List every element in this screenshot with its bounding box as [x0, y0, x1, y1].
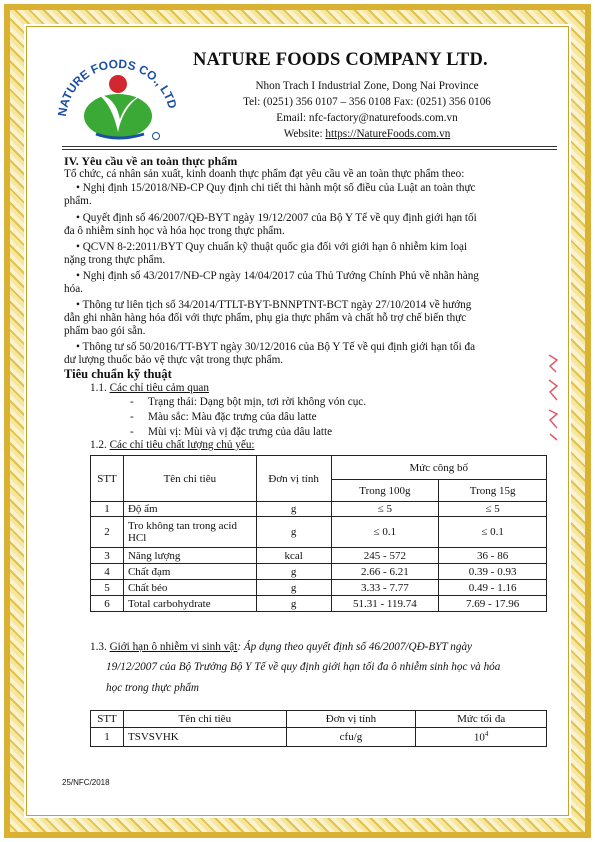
sensory-item-text: Mùi vị: Mùi và vị đặc trưng của dâu latte	[148, 426, 333, 438]
cell-name: Độ ẩm	[123, 502, 256, 517]
sensory-item-text: Trạng thái: Dạng bột mịn, tơi rời không vón cục.	[148, 396, 367, 408]
cell-15g: ≤ 0.1	[439, 517, 547, 548]
list-item-cont: đa ô nhiễm sinh học và hóa học trong thực phẩm.	[64, 225, 285, 237]
list-item-cont: phẩm.	[64, 195, 92, 207]
cell-stt: 1	[91, 728, 124, 747]
cell-unit: cfu/g	[286, 728, 416, 747]
company-email: Email: nfc-factory@naturefoods.com.vn	[276, 112, 458, 124]
list-item-cont: phẩm bao gói sẵn.	[64, 325, 146, 337]
subsection-number: 1.3.	[90, 641, 110, 653]
cell-stt: 4	[91, 564, 124, 580]
cell-unit: g	[256, 580, 331, 596]
table-header-level: Mức công bố	[331, 456, 546, 480]
list-item-cont: hóa.	[64, 283, 83, 295]
table-header-15g: Trong 15g	[439, 480, 547, 502]
table-header-unit: Đơn vị tính	[256, 456, 331, 502]
subsection-desc-cont: học trong thực phẩm	[106, 682, 200, 694]
website-link[interactable]: https://NatureFoods.com.vn	[325, 128, 451, 140]
sensory-item-text: Màu sắc: Màu đặc trưng của dâu latte	[148, 411, 317, 423]
list-item-cont: dẫn ghi nhãn hàng hóa đối với thực phẩm, phụ gia thực phẩm và chất hỗ trợ chế biến thực	[64, 312, 467, 324]
document-code: 25/NFC/2018	[62, 778, 110, 787]
cell-15g: 36 - 86	[439, 548, 547, 564]
quality-table	[90, 455, 547, 612]
sensory-item: -	[130, 411, 134, 423]
section-intro: Tổ chức, cá nhân sản xuất, kinh doanh thực phẩm đạt yêu cầu về an toàn thực phẩm theo:	[64, 168, 465, 180]
subsection-1-1	[90, 382, 209, 395]
list-item: • Nghị định số 43/2017/NĐ-CP ngày 14/04/2017 của Thủ Tướng Chính Phủ về nhãn hàng	[76, 270, 479, 282]
subsection-1-2	[90, 439, 255, 452]
microbio-table	[90, 710, 547, 747]
cell-name: TSVSVHK	[123, 728, 286, 747]
cell-stt: 2	[91, 517, 124, 548]
cell-100g: 3.33 - 7.77	[331, 580, 439, 596]
cell-unit: g	[256, 502, 331, 517]
cell-100g: 245 - 572	[331, 548, 439, 564]
cell-15g: 0.39 - 0.93	[439, 564, 547, 580]
table-row	[91, 564, 547, 580]
table-row	[91, 517, 547, 548]
table-header-name: Tên chỉ tiêu	[123, 456, 256, 502]
header-divider-2	[62, 149, 557, 150]
cell-stt: 5	[91, 580, 124, 596]
table-row	[91, 548, 547, 564]
subsection-desc-cont: 19/12/2007 của Bộ Trưởng Bộ Y Tế về quy định giới hạn tối đa ô nhiễm sinh học và hóa	[106, 661, 501, 673]
list-item-cont: dư lượng thuốc bảo vệ thực vật trong thực phẩm.	[64, 354, 284, 366]
subsection-title: Các chỉ tiêu cảm quan	[109, 382, 209, 394]
subsection-1-3	[90, 640, 472, 654]
sensory-item: -	[130, 396, 134, 408]
list-item-cont: nặng trong thực phẩm.	[64, 254, 166, 266]
table-row	[91, 502, 547, 517]
company-website	[222, 128, 512, 140]
subsection-number: 1.2.	[90, 439, 110, 451]
list-item: • Thông tư liên tịch số 34/2014/TTLT-BYT-BNNPTNT-BCT ngày 27/10/2014 về hướng	[76, 299, 472, 311]
cell-name: Năng lượng	[123, 548, 256, 564]
cell-15g: 0.49 - 1.16	[439, 580, 547, 596]
cell-100g: ≤ 0.1	[331, 517, 439, 548]
cell-unit: g	[256, 564, 331, 580]
cell-15g: ≤ 5	[439, 502, 547, 517]
subsection-desc: : Áp dụng theo quyết định số 46/2007/QĐ-BYT ngày	[237, 641, 473, 653]
subsection-title: Các chỉ tiêu chất lượng chủ yếu:	[109, 439, 255, 451]
table-row	[91, 596, 547, 612]
sensory-item: -	[130, 426, 134, 438]
list-item: • QCVN 8-2:2011/BYT Quy chuẩn kỹ thuật quốc gia đối với giới hạn ô nhiễm kim loại	[76, 241, 468, 253]
table-header-name: Tên chỉ tiêu	[123, 711, 286, 728]
cell-name: Total carbohydrate	[123, 596, 256, 612]
cell-100g: 51.31 - 119.74	[331, 596, 439, 612]
website-label: Website:	[283, 128, 326, 140]
cell-100g: 2.66 - 6.21	[331, 564, 439, 580]
cell-max	[416, 728, 547, 747]
company-address: Nhon Trach I Industrial Zone, Dong Nai Province	[255, 80, 479, 92]
cell-stt: 1	[91, 502, 124, 517]
logo-text: NATURE FOODS CO., LTD	[55, 56, 180, 118]
table-header-stt: STT	[91, 456, 124, 502]
cell-name: Chất đạm	[123, 564, 256, 580]
standards-title: Tiêu chuẩn kỹ thuật	[64, 367, 172, 381]
company-phone: Tel: (0251) 356 0107 – 356 0108 Fax: (0251) 356 0106	[243, 96, 491, 108]
cell-stt: 6	[91, 596, 124, 612]
table-header-stt: STT	[91, 711, 124, 728]
subsection-title: Giới hạn ô nhiễm vi sinh vật	[109, 641, 238, 653]
subsection-number: 1.1.	[90, 382, 110, 394]
cell-stt: 3	[91, 548, 124, 564]
section-title: IV. Yêu cầu về an toàn thực phẩm	[64, 154, 238, 168]
company-logo	[52, 34, 182, 144]
header-divider	[62, 146, 557, 147]
cell-unit: g	[256, 517, 331, 548]
cell-100g: ≤ 5	[331, 502, 439, 517]
list-item: • Nghị định 15/2018/NĐ-CP Quy định chi tiết thi hành một số điều của Luật an toàn thực	[76, 182, 476, 194]
cell-max-exp: 4	[484, 730, 489, 739]
cell-name: Chất béo	[123, 580, 256, 596]
table-row	[91, 728, 547, 747]
cell-15g: 7.69 - 17.96	[439, 596, 547, 612]
red-seal-mark	[546, 350, 560, 445]
table-row	[91, 580, 547, 596]
list-item: • Quyết định số 46/2007/QĐ-BYT ngày 19/12/2007 của Bộ Y Tế về quy định giới hạn tối	[76, 212, 477, 224]
cell-unit: g	[256, 596, 331, 612]
list-item: • Thông tư số 50/2016/TT-BYT ngày 30/12/2016 của Bộ Y Tế về qui định giới hạn tối đa	[76, 341, 476, 353]
cell-unit: kcal	[256, 548, 331, 564]
cell-name: Tro không tan trong acid HCl	[123, 517, 256, 548]
table-header-100g: Trong 100g	[331, 480, 439, 502]
company-name: NATURE FOODS COMPANY LTD.	[193, 50, 488, 70]
cell-max-base: 10	[473, 731, 485, 744]
table-header-max: Mức tối đa	[416, 711, 547, 728]
table-header-unit: Đơn vị tính	[286, 711, 416, 728]
